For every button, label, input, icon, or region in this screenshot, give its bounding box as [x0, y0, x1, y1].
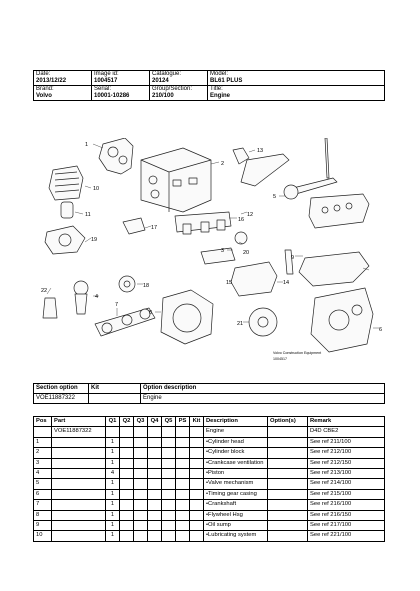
- kit-cell: [190, 479, 204, 489]
- q4-cell: [148, 510, 162, 520]
- catalogue-label: Catalogue:: [152, 71, 182, 77]
- q4-cell: [148, 469, 162, 479]
- q3-header: Q3: [134, 417, 148, 427]
- diagram-caption-image-id: 1004517: [273, 357, 287, 361]
- description-cell: •Valve mechanism: [204, 479, 268, 489]
- part-cell: [52, 469, 106, 479]
- image-id-label: Image id:: [94, 71, 119, 77]
- q4-cell: [148, 448, 162, 458]
- q5-cell: [162, 448, 176, 458]
- callout-6: 6: [379, 327, 383, 333]
- callout-1: 1: [85, 142, 89, 148]
- header-table: [33, 70, 385, 101]
- kit-cell: [190, 500, 204, 510]
- q1-cell: 1: [106, 531, 120, 541]
- q1-header: Q1: [106, 417, 120, 427]
- callout-18: 18: [143, 283, 150, 289]
- q4-cell: [148, 489, 162, 499]
- options-cell: [268, 469, 308, 479]
- title-value: Engine: [210, 93, 231, 99]
- remark-cell: See ref 214/100: [308, 479, 385, 489]
- part-cell: [52, 521, 106, 531]
- kit-cell: [190, 437, 204, 447]
- description-cell: •Crankshaft: [204, 500, 268, 510]
- q2-cell: [120, 448, 134, 458]
- callout-5: 5: [273, 194, 277, 200]
- q5-cell: [162, 469, 176, 479]
- options-cell: [268, 489, 308, 499]
- description-cell: •Cylinder head: [204, 437, 268, 447]
- q3-cell: [134, 510, 148, 520]
- section-option-header: Section option: [34, 384, 89, 394]
- table-row: [34, 521, 385, 531]
- part-cell: [52, 448, 106, 458]
- q2-cell: [120, 469, 134, 479]
- brand-label: Brand:: [36, 86, 54, 92]
- ps-cell: [176, 469, 190, 479]
- q1-cell: 1: [106, 458, 120, 468]
- pos-cell: [34, 427, 52, 437]
- description-cell: Engine: [204, 427, 268, 437]
- options-cell: [268, 531, 308, 541]
- remark-header: Remark: [308, 417, 385, 427]
- remark-cell: D4D CBE2: [308, 427, 385, 437]
- date-label: Date:: [36, 71, 51, 77]
- q2-cell: [120, 500, 134, 510]
- q4-cell: [148, 479, 162, 489]
- kit-cell: [190, 521, 204, 531]
- date-cell: [34, 71, 92, 86]
- q3-cell: [134, 500, 148, 510]
- description-cell: •Cylinder block: [204, 448, 268, 458]
- remark-cell: See ref 212/100: [308, 448, 385, 458]
- q3-cell: [134, 427, 148, 437]
- brand-value: Volvo: [36, 93, 52, 99]
- kit-header: Kit: [190, 417, 204, 427]
- options-cell: [268, 500, 308, 510]
- options-header: Option(s): [268, 417, 308, 427]
- q3-cell: [134, 458, 148, 468]
- part-cell: [52, 437, 106, 447]
- q1-cell: 1: [106, 489, 120, 499]
- serial-value: 10001-10286: [94, 93, 130, 99]
- part-cell: [52, 458, 106, 468]
- q5-cell: [162, 489, 176, 499]
- kit-cell: [190, 510, 204, 520]
- callout-8: 8: [149, 310, 153, 316]
- table-row: [34, 489, 385, 499]
- callout-15: 15: [226, 280, 233, 286]
- ps-cell: [176, 489, 190, 499]
- option-description-header: Option description: [141, 384, 385, 394]
- part-cell: [52, 531, 106, 541]
- parts-header-row: [34, 417, 385, 427]
- model-cell: [208, 71, 385, 86]
- table-row: [34, 479, 385, 489]
- q1-cell: [106, 427, 120, 437]
- kit-cell: [190, 531, 204, 541]
- model-label: Model:: [210, 71, 229, 77]
- callout-9: 9: [291, 255, 295, 261]
- callout-17: 17: [151, 225, 158, 231]
- description-header: Description: [204, 417, 268, 427]
- q2-cell: [120, 510, 134, 520]
- q1-cell: 1: [106, 437, 120, 447]
- ps-cell: [176, 521, 190, 531]
- pos-cell: 1: [34, 437, 52, 447]
- remark-cell: See ref 217/100: [308, 521, 385, 531]
- table-row: [34, 458, 385, 468]
- q5-cell: [162, 531, 176, 541]
- group-cell: [150, 86, 208, 101]
- q4-cell: [148, 500, 162, 510]
- kit-cell: [190, 469, 204, 479]
- callout-3: 3: [221, 248, 225, 254]
- part-cell: VOE11887322: [52, 427, 106, 437]
- options-cell: [268, 521, 308, 531]
- q1-cell: 1: [106, 521, 120, 531]
- pos-cell: 6: [34, 489, 52, 499]
- part-header: Part: [52, 417, 106, 427]
- pos-cell: 7: [34, 500, 52, 510]
- image-id-cell: [92, 71, 150, 86]
- q2-cell: [120, 531, 134, 541]
- q2-cell: [120, 458, 134, 468]
- q3-cell: [134, 437, 148, 447]
- pos-cell: 4: [34, 469, 52, 479]
- options-cell: [268, 437, 308, 447]
- options-cell: [268, 479, 308, 489]
- callout-21: 21: [237, 321, 244, 327]
- kit-cell: [89, 394, 141, 404]
- ps-cell: [176, 437, 190, 447]
- q5-cell: [162, 500, 176, 510]
- q1-cell: 1: [106, 510, 120, 520]
- callout-22: 22: [41, 288, 48, 294]
- table-row: [34, 427, 385, 437]
- serial-label: Serial:: [94, 86, 112, 92]
- remark-cell: See ref 216/100: [308, 500, 385, 510]
- q5-cell: [162, 521, 176, 531]
- callout-7: 7: [115, 302, 119, 308]
- q2-cell: [120, 521, 134, 531]
- q3-cell: [134, 479, 148, 489]
- callout-12: 12: [247, 212, 254, 218]
- remark-cell: See ref 221/100: [308, 531, 385, 541]
- remark-cell: See ref 212/150: [308, 458, 385, 468]
- pos-cell: 8: [34, 510, 52, 520]
- q3-cell: [134, 521, 148, 531]
- q4-cell: [148, 427, 162, 437]
- model-value: BL61 PLUS: [210, 78, 243, 84]
- options-cell: [268, 448, 308, 458]
- q1-cell: 1: [106, 500, 120, 510]
- callout-10: 10: [93, 186, 100, 192]
- pos-header: Pos: [34, 417, 52, 427]
- callout-19: 19: [91, 237, 98, 243]
- description-cell: •Flywheel Hsg: [204, 510, 268, 520]
- q2-cell: [120, 479, 134, 489]
- brand-cell: [34, 86, 92, 101]
- parts-table: [33, 416, 385, 542]
- remark-cell: See ref 213/100: [308, 469, 385, 479]
- description-cell: •Crankcase ventilation: [204, 458, 268, 468]
- ps-cell: [176, 448, 190, 458]
- q4-cell: [148, 437, 162, 447]
- ps-cell: [176, 531, 190, 541]
- part-cell: [52, 510, 106, 520]
- kit-cell: [190, 427, 204, 437]
- title-label: Title:: [210, 86, 223, 92]
- q2-cell: [120, 427, 134, 437]
- image-id-value: 1004517: [94, 78, 118, 84]
- q2-cell: [120, 489, 134, 499]
- date-value: 2013/12/22: [36, 78, 67, 84]
- table-row: [34, 531, 385, 541]
- catalogue-value: 20124: [152, 78, 169, 84]
- kit-cell: [190, 448, 204, 458]
- description-cell: •Timing gear casing: [204, 489, 268, 499]
- table-row: [34, 469, 385, 479]
- group-label: Group/Section:: [152, 86, 193, 92]
- q1-cell: 1: [106, 448, 120, 458]
- q2-cell: [120, 437, 134, 447]
- pos-cell: 9: [34, 521, 52, 531]
- diagram-caption-company: Volvo Construction Equipment: [273, 351, 322, 355]
- pos-cell: 3: [34, 458, 52, 468]
- table-row: [34, 437, 385, 447]
- table-row: [34, 448, 385, 458]
- options-cell: [268, 427, 308, 437]
- q5-cell: [162, 427, 176, 437]
- callout-20: 20: [243, 250, 250, 256]
- part-cell: [52, 479, 106, 489]
- q4-cell: [148, 458, 162, 468]
- q5-cell: [162, 458, 176, 468]
- q4-cell: [148, 521, 162, 531]
- kit-cell: [190, 489, 204, 499]
- q3-cell: [134, 489, 148, 499]
- ps-cell: [176, 479, 190, 489]
- options-cell: [268, 510, 308, 520]
- q5-cell: [162, 510, 176, 520]
- q4-cell: [148, 531, 162, 541]
- callout-14: 14: [283, 280, 290, 286]
- callout-2: 2: [221, 161, 225, 167]
- ps-cell: [176, 427, 190, 437]
- options-cell: [268, 458, 308, 468]
- table-row: [34, 510, 385, 520]
- exploded-engine-diagram: [33, 138, 385, 375]
- table-row: [34, 500, 385, 510]
- q3-cell: [134, 448, 148, 458]
- remark-cell: See ref 215/100: [308, 489, 385, 499]
- ps-cell: [176, 500, 190, 510]
- kit-cell: [190, 458, 204, 468]
- group-value: 210/100: [152, 93, 174, 99]
- q5-header: Q5: [162, 417, 176, 427]
- callout-16: 16: [238, 217, 245, 223]
- q2-header: Q2: [120, 417, 134, 427]
- q4-header: Q4: [148, 417, 162, 427]
- part-cell: [52, 489, 106, 499]
- part-cell: [52, 500, 106, 510]
- description-cell: •Oil sump: [204, 521, 268, 531]
- section-option-cell: VOE11887322: [34, 394, 89, 404]
- option-description-cell: Engine: [141, 394, 385, 404]
- title-cell: [208, 86, 385, 101]
- q5-cell: [162, 479, 176, 489]
- serial-cell: [92, 86, 150, 101]
- description-cell: •Lubricating system: [204, 531, 268, 541]
- pos-cell: 5: [34, 479, 52, 489]
- ps-cell: [176, 458, 190, 468]
- callout-4: 4: [95, 294, 99, 300]
- q5-cell: [162, 437, 176, 447]
- remark-cell: See ref 216/150: [308, 510, 385, 520]
- catalogue-cell: [150, 71, 208, 86]
- table-row: [34, 394, 385, 404]
- q3-cell: [134, 531, 148, 541]
- q1-cell: 1: [106, 479, 120, 489]
- q3-cell: [134, 469, 148, 479]
- remark-cell: See ref 211/100: [308, 437, 385, 447]
- kit-header: Kit: [89, 384, 141, 394]
- description-cell: •Piston: [204, 469, 268, 479]
- pos-cell: 10: [34, 531, 52, 541]
- ps-cell: [176, 510, 190, 520]
- callout-13: 13: [257, 148, 264, 154]
- callout-11: 11: [85, 212, 91, 218]
- section-option-table: [33, 383, 385, 404]
- q1-cell: 4: [106, 469, 120, 479]
- pos-cell: 2: [34, 448, 52, 458]
- ps-header: PS: [176, 417, 190, 427]
